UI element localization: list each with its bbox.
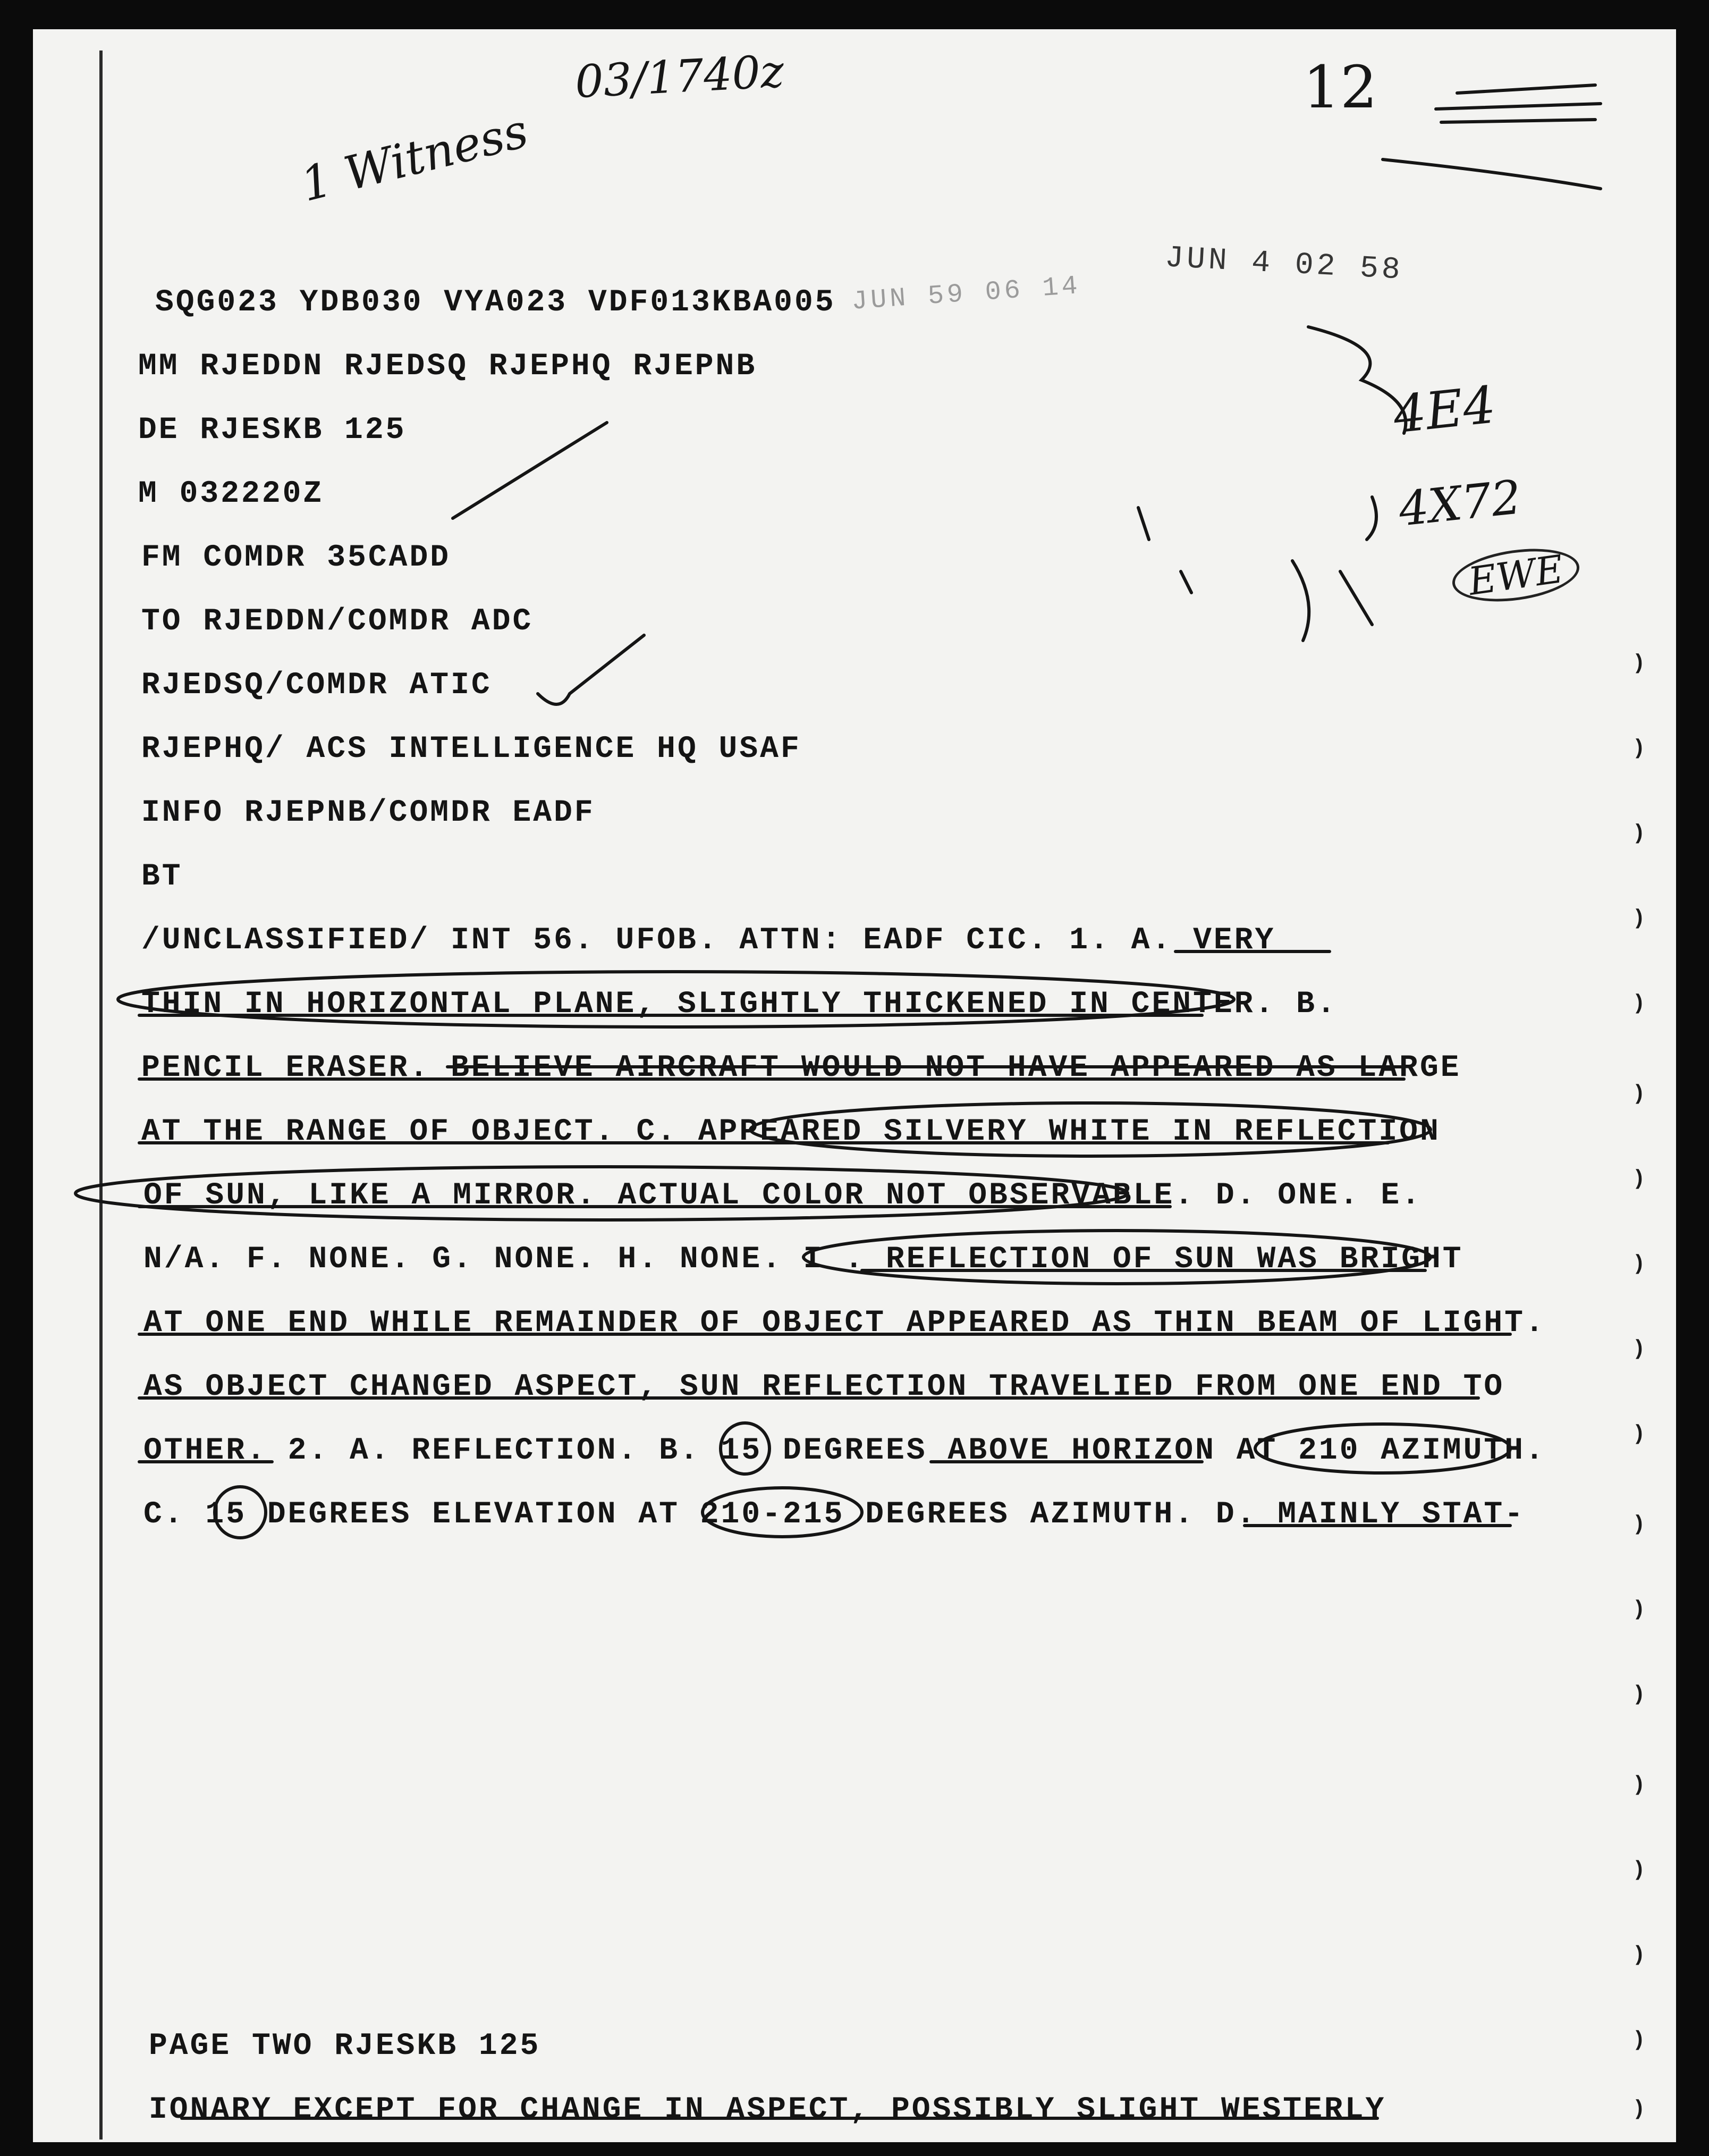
stray-mark	[1138, 508, 1191, 593]
scribble-strike	[1436, 85, 1601, 122]
stray-mark	[1292, 561, 1372, 641]
header-line-origin: DE RJESKB 125	[138, 413, 407, 448]
body-line-4: AT THE RANGE OF OBJECT. C. APPEARED SILVERY WHITE IN REFLECTION	[141, 1115, 1441, 1149]
header-line-to: TO RJEDDN/COMDR ADC	[141, 604, 534, 639]
body-line-5: OF SUN, LIKE A MIRROR. ACTUAL COLOR NOT OBSERVABLE. D. ONE. E.	[143, 1178, 1422, 1213]
header-line-break: BT	[141, 860, 183, 894]
page-two-line-1: IONARY EXCEPT FOR CHANGE IN ASPECT, POSSIBLY SLIGHT WESTERLY	[149, 2093, 1386, 2127]
handwritten-witness-note: 1 Witness	[295, 103, 534, 213]
perforation-mark: )	[1632, 822, 1646, 846]
margin-note-1: 4E4	[1390, 375, 1499, 445]
body-line-8: AS OBJECT CHANGED ASPECT, SUN REFLECTION TRAVELIED FROM ONE END TO	[143, 1370, 1505, 1404]
perforation-mark: )	[1632, 907, 1646, 931]
diagonal-stroke	[453, 423, 607, 518]
circled-phrase	[118, 972, 1234, 1027]
perforation-mark: )	[1632, 1167, 1646, 1191]
perforation-mark: )	[1632, 1683, 1646, 1707]
header-line-to-atic: RJEDSQ/COMDR ATIC	[141, 668, 492, 703]
header-line-info: INFO RJEPNB/COMDR EADF	[141, 796, 595, 830]
received-stamp-time: JUN 4 02 58	[1164, 241, 1405, 288]
perforation-mark: )	[1632, 737, 1646, 761]
handwritten-page-number: 12	[1303, 53, 1377, 121]
circled-number	[1255, 1424, 1510, 1473]
check-mark	[538, 635, 644, 704]
arrow-stroke	[1308, 327, 1406, 433]
body-line-7: AT ONE END WHILE REMAINDER OF OBJECT APPEARED AS THIN BEAM OF LIGHT.	[143, 1306, 1546, 1341]
body-line-6: N/A. F. NONE. G. NONE. H. NONE. I . REFLECTION OF SUN WAS BRIGHT	[143, 1242, 1463, 1277]
perforation-mark: )	[1632, 2098, 1646, 2121]
margin-note-3: EWE	[1449, 542, 1583, 609]
perforation-mark: )	[1632, 1598, 1646, 1622]
teletype-page	[33, 29, 1676, 2142]
circled-number	[703, 1488, 862, 1537]
circled-phrase	[750, 1103, 1431, 1156]
perforation-mark: )	[1632, 1337, 1646, 1361]
body-line-10: C. 15 DEGREES ELEVATION AT 210-215 DEGREES AZIMUTH. D. MAINLY STAT-	[143, 1497, 1525, 1532]
perforation-mark: )	[1632, 1943, 1646, 1967]
pen-annotations	[33, 29, 1676, 2142]
body-line-2: THIN IN HORIZONTAL PLANE, SLIGHTLY THICKENED IN CENTER. B.	[141, 987, 1338, 1022]
perforation-mark: )	[1632, 992, 1646, 1016]
circled-phrase	[803, 1231, 1431, 1284]
received-stamp-date: JUN 59 06 14	[850, 271, 1082, 318]
top-right-rule	[1383, 159, 1601, 189]
header-line-addressees: MM RJEDDN RJEDSQ RJEPHQ RJEPNB	[138, 349, 757, 384]
circled-phrase	[75, 1167, 1128, 1220]
perforation-mark: )	[1632, 1858, 1646, 1882]
perforation-mark: )	[1632, 652, 1646, 676]
perforation-mark: )	[1632, 1773, 1646, 1797]
handwritten-time-note: 03/1740z	[573, 45, 785, 108]
margin-bracket	[1367, 497, 1376, 540]
body-line-9: OTHER. 2. A. REFLECTION. B. 15 DEGREES ABOVE HORIZON AT 210 AZIMUTH.	[143, 1434, 1546, 1468]
body-line-3: PENCIL ERASER. BELIEVE AIRCRAFT WOULD NOT HAVE APPEARED AS LARGE	[141, 1051, 1461, 1085]
perforation-mark: )	[1632, 1513, 1646, 1537]
perforation-mark: )	[1632, 1422, 1646, 1446]
header-line-routing: SQG023 YDB030 VYA023 VDF013KBA005	[155, 285, 836, 320]
header-line-to-hq: RJEPHQ/ ACS INTELLIGENCE HQ USAF	[141, 732, 801, 767]
perforation-mark: )	[1632, 1252, 1646, 1276]
circled-number	[215, 1487, 266, 1538]
header-line-from: FM COMDR 35CADD	[141, 541, 451, 575]
circled-number	[721, 1423, 769, 1474]
header-line-datetime: M 032220Z	[138, 477, 324, 511]
perforation-mark: )	[1632, 2028, 1646, 2052]
body-line-1: /UNCLASSIFIED/ INT 56. UFOB. ATTN: EADF CIC. 1. A. VERY	[141, 923, 1276, 958]
page-two-header: PAGE TWO RJESKB 125	[149, 2029, 541, 2064]
perforation-mark: )	[1632, 1082, 1646, 1106]
margin-note-2: 4X72	[1396, 469, 1524, 537]
